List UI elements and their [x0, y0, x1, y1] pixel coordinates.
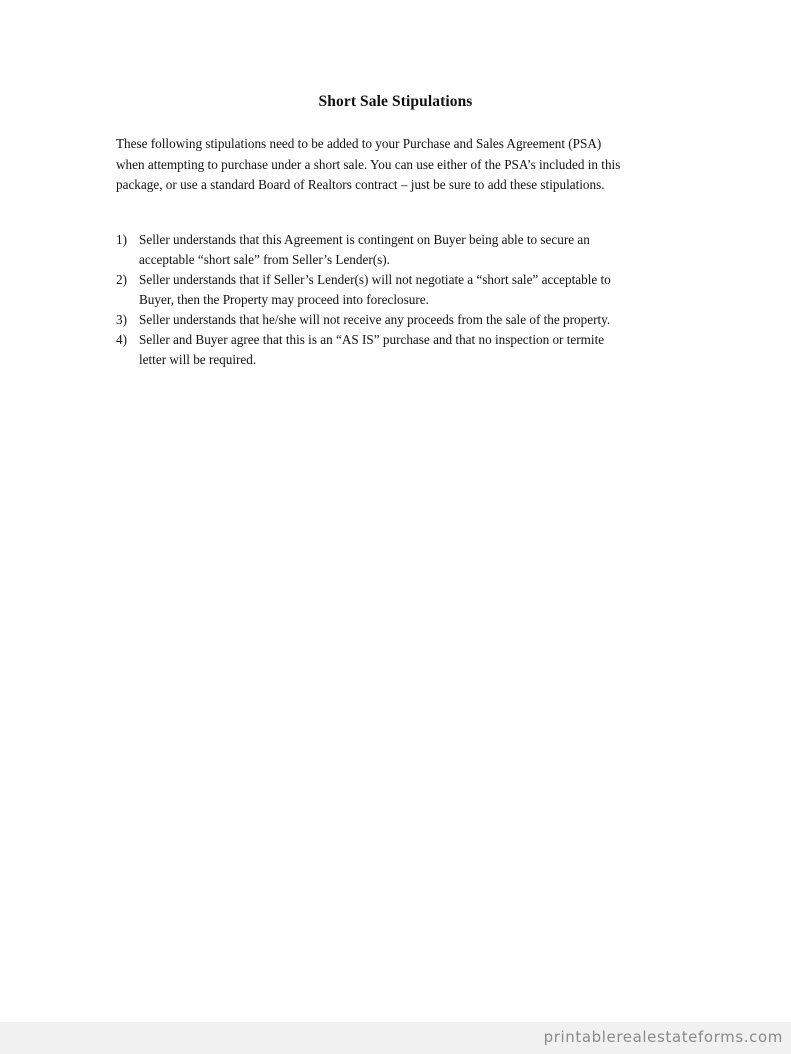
stipulation-text-line: Seller understands that he/she will not receive any proceeds from the sale of the property. [139, 312, 611, 327]
stipulation-item [116, 230, 686, 270]
stipulation-item [116, 270, 686, 310]
stipulation-number: 1) [116, 232, 127, 247]
intro-line: These following stipulations need to be added to your Purchase and Sales Agreement (PSA) [116, 136, 602, 151]
footer-bar [0, 1022, 791, 1054]
stipulation-number: 2) [116, 272, 127, 287]
stipulation-item [116, 330, 686, 370]
stipulation-text-line: Seller understands that if Seller’s Lender(s) will not negotiate a “short sale” acceptable to [139, 272, 611, 287]
stipulation-text-line: letter will be required. [139, 352, 257, 367]
stipulation-number: 3) [116, 312, 127, 327]
stipulation-text-line: Seller and Buyer agree that this is an “AS IS” purchase and that no inspection or termite [139, 332, 605, 347]
site-watermark: printablerealestateforms.com [543, 1028, 783, 1046]
stipulation-number: 4) [116, 332, 127, 347]
intro-paragraph [116, 134, 686, 196]
intro-line: when attempting to purchase under a short sale. You can use either of the PSA’s included in this [116, 156, 621, 172]
stipulation-item [116, 310, 686, 330]
stipulations-list [116, 230, 686, 370]
document-title: Short Sale Stipulations [318, 93, 473, 110]
stipulation-text-line: Seller understands that this Agreement is contingent on Buyer being able to secure an [139, 232, 590, 247]
stipulation-text-line: acceptable “short sale” from Seller’s Lender(s). [139, 252, 390, 267]
intro-line: package, or use a standard Board of Realtors contract – just be sure to add these stipulations. [116, 177, 605, 192]
stipulation-text-line: Buyer, then the Property may proceed into foreclosure. [139, 292, 429, 307]
